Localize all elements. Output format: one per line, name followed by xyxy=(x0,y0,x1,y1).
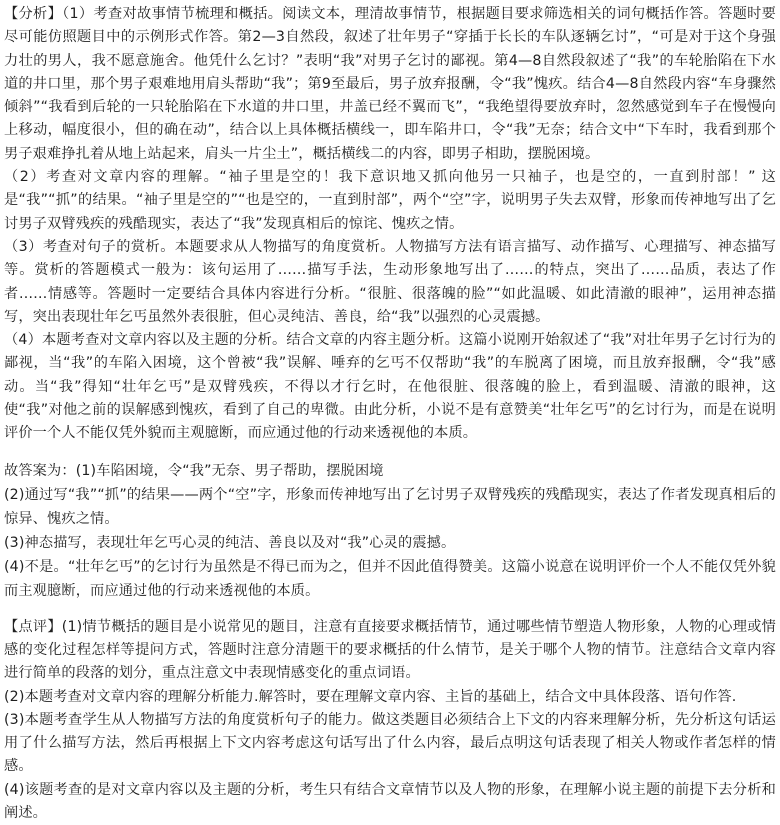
analysis-paragraph-3: （3）考查对句子的赏析。本题要求从人物描写的角度赏析。人物描写方法有语言描写、动作描写、心理描写、神态描写等。赏析的答题模式一般为：该句运用了……描写手法，生动形象地写出了……的特点，突出了……品质，表达了作者……情感等。答题时一定要结合具体内容进行分析。“很脏、很落魄的脸”“如此温暖、如此清澈的眼神”，运用神态描写，突出表现壮年乞丐虽然外表很脏，但心灵纯洁、善良，给“我”以强烈的心灵震撼。 xyxy=(4,238,776,325)
answer-line-1: 故答案为：(1)车陷困境，令“我”无奈、男子帮助，摆脱困境 xyxy=(4,462,384,479)
comment-paragraph-3: (3)本题考查学生从人物描写方法的角度赏析句子的能力。做这类题目必须结合上下文的内容来理解分析，先分析这句话运用了什么描写方法，然后再根据上下文内容考虑这句话写出了什么内容，最后点明这句话表现了相关人物或作者怎样的情感。 xyxy=(4,711,776,775)
answer-line-4: (4)不是。“壮年乞丐”的乞讨行为虽然是不得已而为之，但并不因此值得赞美。这篇小说意在说明评价一个人不能仅凭外貌而主观臆断，而应通过他的行动来透视他的本质。 xyxy=(4,558,776,599)
comment-paragraph-1: 【点评】(1)情节概括的题目是小说常见的题目，注意有直接要求概括情节，通过哪些情节塑造人物形象，人物的心理或情感的变化过程怎样等提问方式，答题时注意分清题干的要求概括的什么情节，是关于哪个人物的情节。注意结合文章内容进行简单的段落的划分，重点注意文中表现情感变化的重点词语。 xyxy=(4,618,776,682)
answer-section xyxy=(4,459,776,603)
comment-paragraph-4: (4)该题考查的是对文章内容以及主题的分析，考生只有结合文章情节以及人物的形象，在理解小说主题的前提下去分析和阐述。 xyxy=(4,781,776,822)
answer-line-3: (3)神态描写，表现壮年乞丐心灵的纯洁、善良以及对“我”心灵的震撼。 xyxy=(4,534,456,551)
comment-paragraph-2: (2)本题考查对文章内容的理解分析能力.解答时，要在理解文章内容、主旨的基础上，结合文中具体段落、语句作答. xyxy=(4,688,737,705)
analysis-section xyxy=(4,3,776,446)
answer-line-2: (2)通过写“我”“抓”的结果——两个“空”字，形象而传神地写出了乞讨男子双臂残疾的残酷现实，表达了作者发现真相后的惊异、愧疚之情。 xyxy=(4,486,776,527)
comment-section xyxy=(4,616,776,825)
analysis-paragraph-2: （2）考查对文章内容的理解。“袖子里是空的！我下意识地又抓向他另一只袖子，也是空的，一直到肘部！” 这是“我”“抓”的结果。“袖子里是空的”“也是空的，一直到肘部”，两个“空”字，说明男子失去双臂，形象而传神地写出了乞讨男子双臂残疾的残酷现实，表达了“我”发现真相后的惊诧、愧疚之情。 xyxy=(4,169,776,232)
analysis-paragraph-4: （4）本题考查对文章内容以及主题的分析。结合文章的内容主题分析。这篇小说刚开始叙述了“我”对壮年男子乞讨行为的鄙视，当“我”的车陷入困境，这个曾被“我”误解、唾弃的乞丐不仅帮助“我”的车脱离了困境，而且放弃报酬，令“我”感动。当“我”得知“壮年乞丐”是双臂残疾，不得以才行乞时，在他很脏、很落魄的脸上，看到温暖、清澈的眼神，这使“我”对他之前的误解感到愧疚，看到了自己的卑微。由此分析，小说不是有意赞美“壮年乞丐”的乞讨行为，而是在说明评价一个人不能仅凭外貌而主观臆断，而应通过他的行动来透视他的本质。 xyxy=(4,332,776,442)
analysis-paragraph-1: 【分析】（1）考查对故事情节梳理和概括。阅读文本，理清故事情节，根据题目要求筛选相关的词句概括作答。答题时要尽可能仿照题目中的示例形式作答。第2—3自然段，叙述了壮年男子“穿插于长长的车队逐辆乞讨”，“可是对于这个身强力壮的男人，我不愿意施舍。他凭什么乞讨？”表明“我”对男子乞讨的鄙视。第4—8自然段叙述了“我”的车轮胎陷在下水道的井口里，那个男子艰难地用肩头帮助“我”；第9至最后，男子放弃报酬，令“我”愧疚。结合4—8自然段内容“车身骤然倾斜”“我看到后轮的一只轮胎陷在下水道的井口里，井盖已经不翼而飞”，“我绝望得要放弃时，忽然感觉到车子在慢慢向上移动，幅度很小，但的确在动”，结合以上具体概括横线一，即车陷井口，令“我”无奈；结合文中“下车时，我看到那个男子艰难挣扎着从地上站起来，肩头一片尘土”，概括横线二的内容，即男子相助，摆脱困境。 xyxy=(4,6,776,162)
